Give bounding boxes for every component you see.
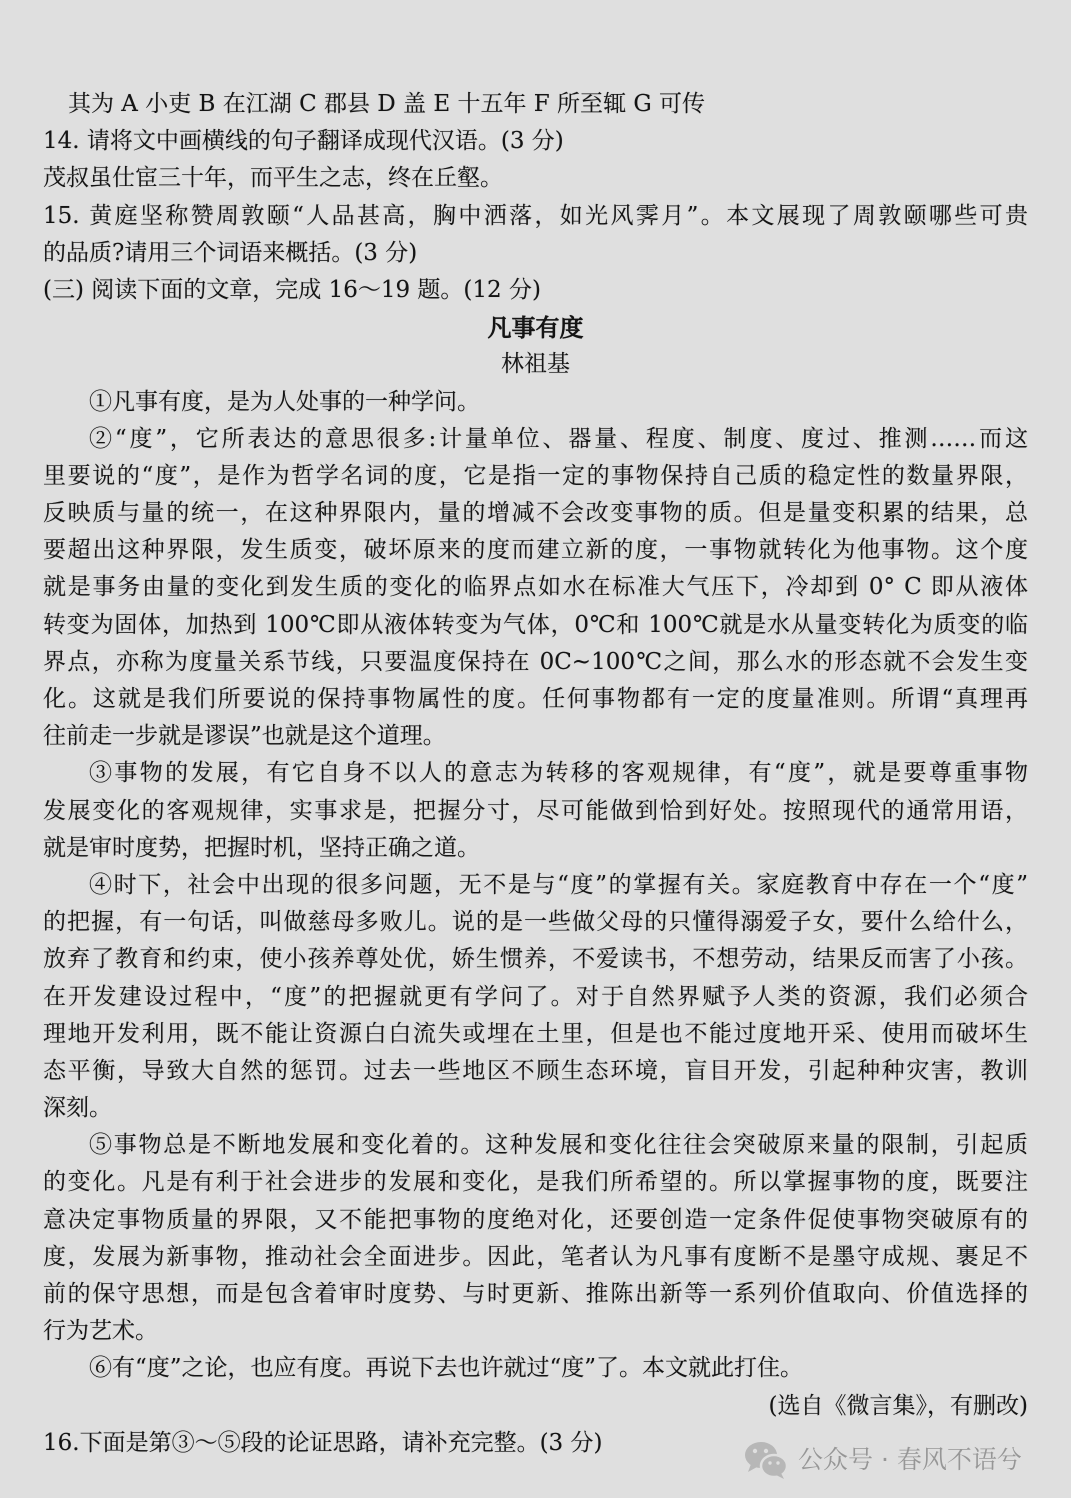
paragraph-line: 意决定事物质量的界限，又不能把事物的度绝对化，还要创造一定条件促使事物突破原有的 — [43, 1206, 1028, 1233]
article-source: (选自《微言集》，有删改) — [768, 1392, 1028, 1419]
question-15-line: 15. 黄庭坚称赞周敦颐“人品甚高，胸中洒落，如光风霁月”。本文展现了周敦颐哪些可贵 — [43, 202, 1028, 229]
paragraph-line: ③事物的发展，有它自身不以人的意志为转移的客观规律，有“度”，就是要尊重事物 — [89, 760, 1028, 787]
paragraph-line: 反映质与量的统一，在这种界限内，量的增减不会改变事物的质。但是量变积累的结果，总 — [43, 500, 1028, 527]
paragraph-line: 放弃了教育和约束，使小孩养尊处优，娇生惯养，不爱读书，不想劳动，结果反而害了小孩。 — [43, 946, 1028, 973]
reading-article — [43, 309, 1028, 1425]
question-14-sentence: 茂叔虽仕宦三十年，而平生之志，终在丘壑。 — [43, 165, 503, 192]
paragraph-line: 里要说的“度”，是作为哲学名词的度，它是指一定的事物保持自己质的稳定性的数量界限， — [43, 462, 1028, 489]
article-paragraph-4 — [43, 867, 1028, 1127]
article-title: 凡事有度 — [487, 313, 584, 343]
paragraph-line: 的变化。凡是有利于社会进步的发展和变化，是我们所希望的。所以掌握事物的度，既要注 — [43, 1169, 1028, 1196]
section-three-instruction: (三) 阅读下面的文章，完成 16～19 题。(12 分) — [43, 276, 541, 303]
paragraph-line: 就是事务由量的变化到发生质的变化的临界点如水在标准大气压下，冷却到 0° C 即从液体 — [43, 574, 1028, 601]
question-16-prompt: 16.下面是第③～⑤段的论证思路，请补充完整。(3 分) — [43, 1429, 603, 1456]
paragraph-line: 理地开发利用，既不能让资源白白流失或埋在土里，但是也不能过度地开采、使用而破坏生 — [43, 1020, 1028, 1047]
paragraph-line: 度，发展为新事物，推动社会全面进步。因此，笔者认为凡事有度断不是墨守成规、裹足不 — [43, 1243, 1028, 1270]
exam-page — [43, 86, 1028, 1462]
paragraph-line: 要超出这种界限，发生质变，破坏原来的度而建立新的度，一事物就转化为他事物。这个度 — [43, 537, 1028, 564]
article-paragraph-2 — [43, 421, 1028, 756]
paragraph-line: 就是审时度势，把握时机，坚持正确之道。 — [43, 834, 480, 861]
paragraph-line: 转变为固体，加热到 100℃即从液体转变为气体，0℃和 100℃就是水从量变转化为质变的临 — [43, 611, 1028, 638]
option-line: 其为 A 小吏 B 在江湖 C 郡县 D 盖 E 十五年 F 所至辄 G 可传 — [68, 91, 706, 117]
paragraph-line: ②“度”，它所表达的意思很多:计量单位、器量、程度、制度、度过、推测……而这 — [89, 425, 1028, 452]
paragraph-line: 化。这就是我们所要说的保持事物属性的度。任何事物都有一定的度量准则。所谓“真理再 — [43, 686, 1028, 712]
paragraph-line: 界点，亦称为度量关系节线，只要温度保持在 0C~100℃之间，那么水的形态就不会发生变 — [43, 648, 1028, 675]
paragraph-line: 态平衡，导致大自然的惩罚。过去一些地区不顾生态环境，盲目开发，引起种种灾害，教训 — [43, 1057, 1028, 1084]
paragraph-line: 发展变化的客观规律，实事求是，把握分寸，尽可能做到恰到好处。按照现代的通常用语， — [43, 797, 1028, 824]
question-15-line: 的品质?请用三个词语来概括。(3 分) — [43, 239, 418, 266]
article-paragraph-6 — [43, 1350, 1028, 1387]
preceding-questions — [43, 86, 1028, 272]
paragraph-line: ①凡事有度，是为人处事的一种学问。 — [89, 388, 480, 415]
watermark-text: 公众号 · 春风不语兮 — [798, 1445, 1022, 1474]
wechat-icon — [742, 1439, 790, 1481]
paragraph-line: ⑥有“度”之论，也应有度。再说下去也许就过“度”了。本文就此打住。 — [89, 1355, 804, 1382]
paragraph-line: 的把握，有一句话，叫做慈母多败儿。说的是一些做父母的只懂得溺爱子女，要什么给什么， — [43, 909, 1028, 936]
paragraph-line: 深刻。 — [43, 1095, 112, 1122]
paragraph-line: 前的保守思想，而是包含着审时度势、与时更新、推陈出新等一系列价值取向、价值选择的 — [43, 1281, 1028, 1307]
watermark — [742, 1437, 1022, 1483]
paragraph-line: 在开发建设过程中，“度”的把握就更有学问了。对于自然界赋予人类的资源，我们必须合 — [43, 983, 1028, 1010]
paragraph-line: ⑤事物总是不断地发展和变化着的。这种发展和变化往往会突破原来量的限制，引起质 — [89, 1132, 1028, 1159]
question-14-prompt: 14. 请将文中画横线的句子翻译成现代汉语。(3 分) — [43, 128, 564, 155]
paragraph-line: 行为艺术。 — [43, 1318, 158, 1345]
article-paragraph-3 — [43, 755, 1028, 867]
article-paragraph-5 — [43, 1127, 1028, 1350]
article-author: 林祖基 — [501, 351, 570, 378]
paragraph-line: ④时下，社会中出现的很多问题，无不是与“度”的掌握有关。家庭教育中存在一个“度” — [89, 871, 1028, 898]
paragraph-line: 往前走一步就是谬误”也就是这个道理。 — [43, 723, 446, 750]
article-paragraph-1 — [43, 384, 1028, 421]
